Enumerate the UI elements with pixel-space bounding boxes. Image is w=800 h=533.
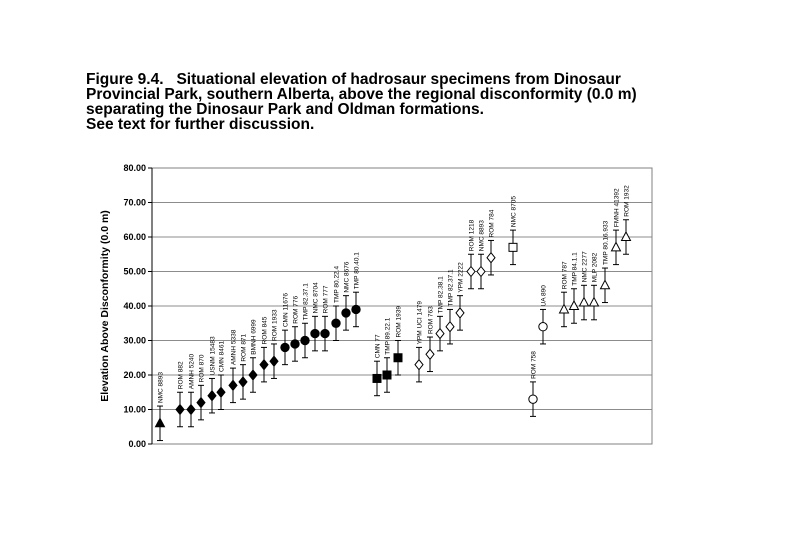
y-tick-label: 20.00: [123, 370, 146, 380]
marker-diamond-filled: [187, 405, 195, 415]
data-point: [539, 285, 548, 344]
marker-diamond-filled: [260, 360, 268, 370]
data-point: [487, 209, 496, 275]
data-point: [291, 295, 300, 361]
data-point: [560, 261, 569, 327]
specimen-label: ROM 787: [561, 261, 569, 290]
specimen-label: ROM 871: [240, 333, 248, 362]
data-point: [239, 333, 248, 399]
marker-triangle-open: [590, 298, 599, 307]
data-point: [426, 306, 435, 372]
specimen-label: CMN 8461: [218, 340, 226, 372]
specimen-label: ROM 763: [427, 306, 435, 335]
data-point: [580, 251, 589, 320]
specimen-label: ROM 758: [530, 351, 538, 379]
marker-square-filled: [394, 354, 402, 362]
y-axis-ticks: [123, 163, 152, 449]
specimen-label: TMP 80.16.933: [602, 220, 610, 266]
caption-line-4: See text for further discussion.: [86, 116, 315, 133]
specimen-label: ROM 845: [261, 316, 269, 345]
specimen-label: ROM 777: [322, 285, 330, 314]
y-tick-label: 80.00: [123, 163, 146, 173]
data-point: [176, 361, 185, 427]
data-point: [383, 317, 392, 392]
data-point: [229, 329, 238, 402]
figure-number: Figure 9.4.: [86, 71, 164, 88]
data-point: [187, 353, 196, 426]
marker-circle-filled: [321, 329, 329, 337]
specimen-label: ROM 1932: [623, 185, 631, 217]
data-point: [208, 336, 217, 413]
data-point: [509, 196, 518, 265]
data-point: [352, 252, 361, 327]
marker-diamond-open: [436, 329, 444, 339]
data-point: [301, 283, 310, 358]
marker-diamond-open: [415, 360, 423, 370]
marker-diamond-filled: [249, 370, 257, 380]
marker-diamond-open: [477, 267, 485, 277]
specimen-label: NMC 8705: [510, 196, 518, 228]
marker-triangle-open: [580, 298, 589, 307]
specimen-label: TMP 80.22.4: [333, 265, 341, 303]
y-tick-label: 50.00: [123, 266, 146, 277]
data-point: [446, 269, 455, 344]
marker-square-filled: [373, 374, 381, 382]
y-tick-label: 0.00: [128, 439, 146, 449]
y-tick-label: 10.00: [123, 404, 146, 415]
marker-circle-filled: [332, 319, 340, 327]
marker-circle-filled: [311, 329, 319, 337]
marker-circle-filled: [352, 305, 360, 313]
marker-diamond-open: [456, 308, 464, 318]
specimen-label: NMC 8893: [478, 220, 486, 252]
marker-diamond-filled: [229, 380, 237, 390]
caption-line-2: Provincial Park, southern Alberta, above the regional disconformity (0.0 m): [86, 86, 637, 103]
data-point: [260, 316, 269, 382]
y-axis-label: Elevation Above Disconformity (0.0 m): [99, 210, 111, 402]
marker-triangle-open: [612, 242, 621, 251]
y-tick-label: 30.00: [123, 335, 146, 346]
data-point: [249, 319, 258, 392]
y-tick-label: 40.00: [123, 301, 146, 311]
y-tick-label: 60.00: [123, 232, 146, 242]
marker-triangle-filled: [156, 418, 165, 427]
specimen-label: ROM 1933: [271, 309, 279, 341]
specimen-label: ROM 882: [177, 361, 185, 390]
data-point: [456, 262, 465, 330]
specimen-label: AMNH 5338: [230, 329, 238, 366]
marker-diamond-filled: [208, 391, 216, 401]
specimen-label: CMN 77: [374, 334, 382, 359]
specimen-label: BMNH 6999: [250, 319, 258, 355]
marker-circle-filled: [281, 343, 289, 351]
specimen-label: NMC 2277: [581, 251, 589, 283]
marker-circle-filled: [291, 340, 299, 348]
marker-triangle-open: [622, 232, 631, 241]
y-tick-label: 70.00: [123, 197, 146, 208]
data-point: [570, 252, 579, 323]
data-point: [622, 185, 631, 254]
data-point: [373, 334, 382, 396]
specimen-label: TMP 82.37.1: [302, 283, 310, 321]
specimen-label: UA 890: [540, 285, 548, 307]
specimen-label: NMC 8893: [157, 371, 165, 404]
marker-triangle-open: [570, 301, 579, 310]
specimen-label: TMP 82.38.1: [437, 276, 445, 314]
specimen-label: ROM 776: [292, 295, 300, 324]
specimen-label: MLP 2082: [591, 252, 599, 283]
specimen-label: YPM 2222: [457, 262, 465, 293]
specimen-label: CMN 11676: [282, 292, 290, 328]
marker-diamond-filled: [217, 387, 225, 397]
data-point: [467, 219, 476, 288]
specimen-label: ROM 870: [198, 354, 206, 383]
specimen-label: FMNH 41392: [613, 188, 621, 228]
data-point: [612, 188, 621, 265]
marker-diamond-filled: [270, 356, 278, 366]
specimen-label: NMC 8704: [312, 282, 320, 314]
specimen-label: AMNH 5240: [188, 353, 196, 390]
specimen-label: ROM 1218: [468, 219, 476, 252]
data-point: [156, 372, 165, 441]
data-point: [415, 301, 424, 382]
specimen-label: ROM 1939: [395, 306, 403, 338]
caption-text-1: Situational elevation of hadrosaur specimens from Dinosaur: [176, 71, 621, 88]
marker-diamond-open: [487, 253, 495, 263]
specimen-label: TMP 80.40.1: [353, 252, 361, 290]
marker-diamond-open: [426, 349, 434, 359]
data-point: [601, 220, 610, 302]
marker-square-open: [509, 243, 517, 251]
marker-diamond-filled: [239, 377, 247, 387]
marker-diamond-open: [467, 267, 475, 277]
specimen-label: USNM 15483: [209, 336, 217, 376]
data-point: [281, 293, 290, 365]
marker-diamond-filled: [197, 398, 205, 408]
specimen-label: TMP 82.37.1: [447, 269, 455, 307]
data-point: [529, 351, 538, 417]
marker-diamond-filled: [176, 405, 184, 415]
specimen-label: TMP 84.1.1: [571, 252, 579, 286]
marker-diamond-open: [446, 322, 454, 332]
data-point: [332, 266, 341, 341]
data-point: [342, 261, 351, 330]
caption-line-3: separating the Dinosaur Park and Oldman formations.: [86, 101, 484, 118]
marker-circle-filled: [301, 336, 309, 344]
data-point: [477, 220, 486, 289]
marker-triangle-open: [601, 280, 610, 289]
marker-circle-filled: [342, 309, 350, 317]
data-point: [436, 276, 445, 351]
data-points: [156, 185, 631, 441]
data-point: [270, 309, 279, 378]
data-point: [590, 252, 599, 319]
specimen-label: NMC 8676: [343, 261, 351, 293]
marker-circle-open: [529, 395, 537, 403]
marker-circle-open: [539, 323, 547, 331]
specimen-label: TMP 89.22.1: [384, 317, 392, 355]
specimen-label: ROM 784: [488, 209, 496, 238]
specimen-label: YPM UCI 1479: [416, 301, 424, 345]
marker-square-filled: [383, 371, 391, 379]
